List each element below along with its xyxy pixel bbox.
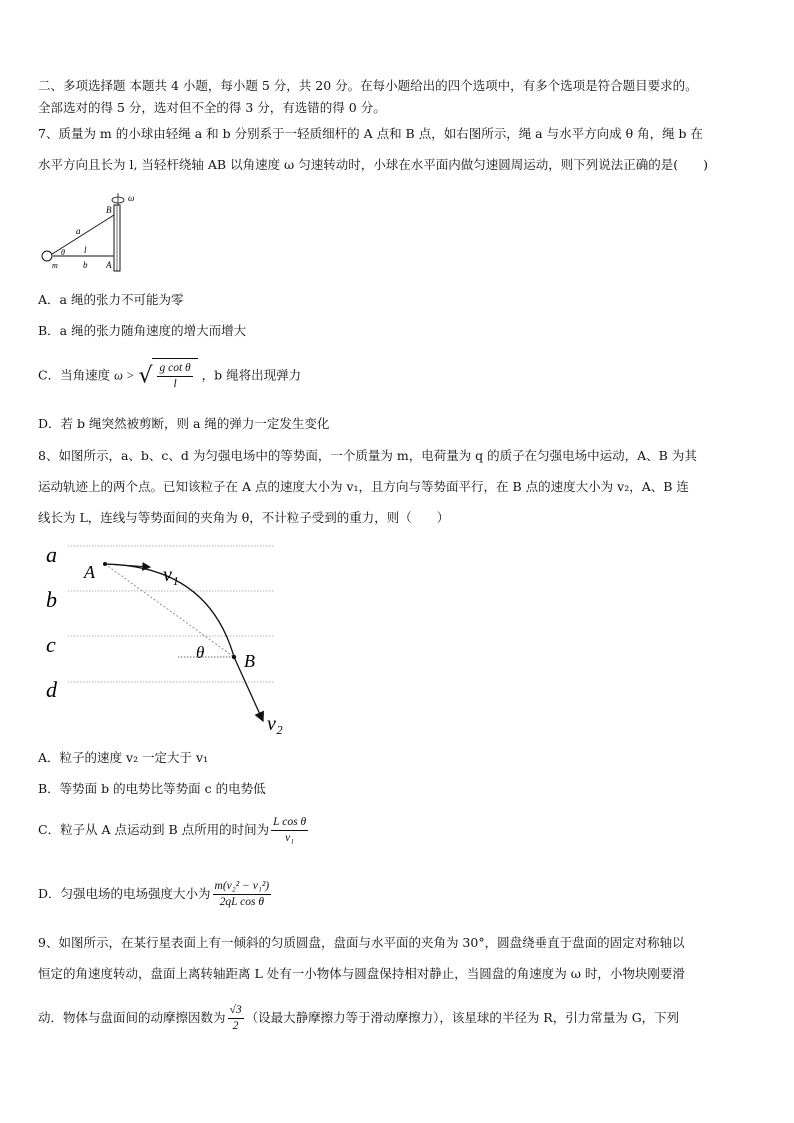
- q9-stem-line3: [38, 998, 758, 1042]
- q8-label-a: a: [46, 542, 57, 567]
- q7-label-b: b: [83, 260, 88, 270]
- q8-label-c: c: [46, 632, 56, 657]
- q8-label-b: b: [46, 587, 57, 612]
- q9-stem-line3-suffix: （设最大静摩擦力等于滑动摩擦力），该星球的半径为 R，引力常量为 G，下列: [245, 1010, 680, 1025]
- q7-label-a: a: [76, 226, 81, 236]
- q8-option-d-denominator: 2qL cos θ: [219, 896, 265, 908]
- q8-stem-line3: 线长为 L，连线与等势面间的夹角为 θ，不计粒子受到的重力，则（ ）: [38, 510, 450, 525]
- q8-option-c-denominator: v₁: [285, 832, 295, 844]
- q7-label-theta: θ: [61, 248, 65, 257]
- section-scoring-note: 全部选对的得 5 分，选对但不全的得 3 分，有选错的得 0 分。: [38, 100, 386, 115]
- q7-option-c-sqrt: √ $\frac{\text{g cot θ}}{l}$: [138, 358, 197, 394]
- q9-friction-numerator: √3: [228, 1003, 244, 1019]
- q8-label-theta: θ: [196, 643, 205, 662]
- q9-stem-line1: 9、如图所示，在某行星表面上有一倾斜的匀质圆盘，盘面与水平面的夹角为 30°，圆盘绕垂直于盘面的固定对称轴以: [38, 935, 685, 950]
- q7-option-c-omega: ω >: [114, 368, 135, 383]
- q7-option-c-denominator: l: [173, 378, 177, 390]
- q8-option-d-prefix: D．匀强电场的电场强度大小为: [38, 886, 211, 901]
- q8-option-b: B．等势面 b 的电势比等势面 c 的电势低: [38, 781, 266, 796]
- q9-friction-denominator: 2: [232, 1020, 239, 1032]
- q7-option-d: D．若 b 绳突然被剪断，则 a 绳的弹力一定发生变化: [38, 416, 330, 431]
- q8-label-d: d: [46, 677, 57, 702]
- q7-figure: [38, 190, 188, 280]
- q7-label-l: l: [84, 245, 87, 255]
- q7-stem-line2: 水平方向且长为 l, 当轻杆绕轴 AB 以角速度 ω 匀速转动时，小球在水平面内做匀速圆周运动，则下列说法正确的是( ): [38, 157, 708, 172]
- q9-stem-line3-prefix: 动．物体与盘面间的动摩擦因数为: [38, 1010, 226, 1025]
- q7-option-c-prefix: C．当角速度: [38, 367, 111, 383]
- q8-label-v2: v₂: [267, 713, 283, 735]
- q8-option-c-prefix: C．粒子从 A 点运动到 B 点所用的时间为: [38, 822, 270, 837]
- q7-option-a: A．a 绳的张力不可能为零: [38, 292, 184, 307]
- q7-option-c: [38, 358, 758, 394]
- q8-stem-line2: 运动轨迹上的两个点。已知该粒子在 A 点的速度大小为 v₁，且方向与等势面平行，在 B 点的速度大小为 v₂，A、B 连: [38, 479, 689, 494]
- q7-option-c-suffix: ，b 绳将出现弹力: [201, 367, 302, 383]
- q7-label-B: B: [106, 205, 112, 215]
- q7-label-m: m: [52, 261, 58, 270]
- q8-option-d: [38, 874, 758, 916]
- q8-figure: [38, 536, 308, 740]
- q8-stem-line1: 8、如图所示，a、b、c、d 为匀强电场中的等势面，一个质量为 m，电荷量为 q 的质子在匀强电场中运动，A、B 为其: [38, 448, 697, 463]
- q8-option-a: A．粒子的速度 v₂ 一定大于 v₁: [38, 750, 209, 765]
- q8-point-b: [232, 655, 236, 659]
- q7-label-omega: ω: [128, 193, 135, 203]
- q7-option-b: B．a 绳的张力随角速度的增大而增大: [38, 323, 247, 338]
- q8-velocity-v1-arrow: [105, 564, 150, 567]
- section-heading: 二、多项选择题 本题共 4 小题，每小题 5 分，共 20 分。在每小题给出的四个选项中，有多个选项是符合题目要求的。: [38, 78, 698, 93]
- q7-label-A: A: [106, 260, 112, 270]
- q7-option-c-numerator: g cot θ: [157, 361, 192, 377]
- q8-option-d-numerator: m(v₂² − v₁²): [213, 879, 272, 895]
- q8-label-A: A: [84, 562, 95, 582]
- q8-label-v1: v₁: [163, 564, 179, 586]
- q8-label-B: B: [244, 651, 255, 671]
- q7-ball: [42, 251, 52, 261]
- q8-option-c: [38, 812, 758, 852]
- q7-stem-line1: 7、质量为 m 的小球由轻绳 a 和 b 分别系于一轻质细杆的 A 点和 B 点，如右图所示，绳 a 与水平方向成 θ 角，绳 b 在: [38, 126, 704, 141]
- q8-option-c-numerator: L cos θ: [271, 815, 308, 831]
- q9-stem-line2: 恒定的角速度转动，盘面上离转轴距离 L 处有一小物体与圆盘保持相对静止，当圆盘的角速度为 ω 时，小物块刚要滑: [38, 966, 685, 981]
- q8-point-a: [103, 562, 107, 566]
- q7-rope-a: [49, 215, 114, 256]
